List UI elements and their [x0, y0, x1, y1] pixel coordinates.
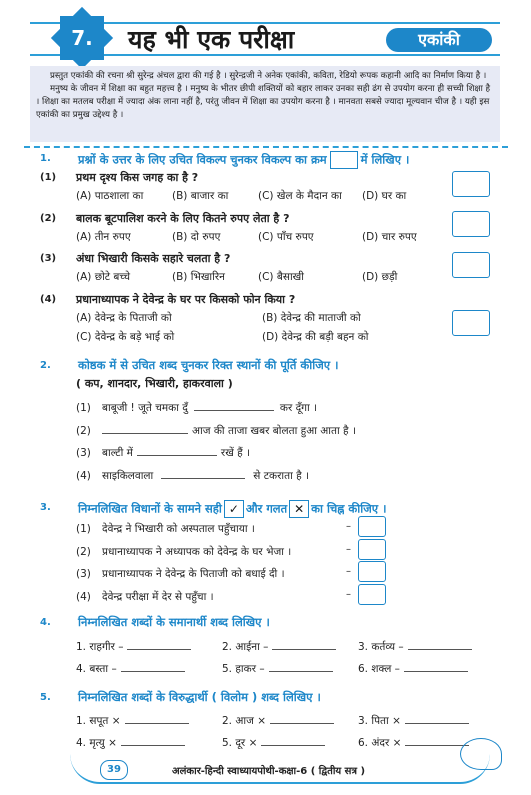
option: (A) पाठशाला का: [76, 190, 144, 202]
option: (D) चार रुपए: [362, 231, 417, 243]
antonym-item: 3. पिता ×: [358, 714, 469, 728]
chapter-header: [0, 0, 531, 62]
blank-line[interactable]: [404, 671, 468, 672]
tick-answer-box[interactable]: [358, 561, 386, 582]
question-number: (3): [40, 253, 57, 264]
section-heading: निम्नलिखित विधानों के सामने सही ✓ और गलत ✕ का चिह्न कीजिए ।: [78, 501, 387, 516]
section-heading: कोष्ठक में से उचित शब्द चुनकर रिक्त स्थानों की पूर्ति कीजिए ।: [78, 358, 339, 372]
dash: –: [346, 521, 351, 532]
question-text: प्रधानाध्यापक ने देवेन्द्र के घर पर किसको फोन किया ?: [76, 293, 296, 306]
option: (C) खेल के मैदान का: [258, 190, 342, 202]
intro-paragraph: प्रस्तुत एकांकी की रचना श्री सुरेन्द्र अंचल द्वारा की गई है । सुरेन्द्रजी ने अनेक एकांकी, कविता, रेडियो रूपक कहानी आदि का निर्माण किया है ।: [50, 71, 487, 81]
option: (A) देवेन्द्र के पिताजी को: [76, 312, 172, 324]
question-text: बालक बूटपालिश करने के लिए कितने रुपए लेता है ?: [76, 212, 290, 225]
tick-answer-box[interactable]: [358, 539, 386, 560]
blank-line[interactable]: [125, 723, 189, 724]
question-text: अंधा भिखारी किसके सहारे चलता है ?: [76, 252, 231, 265]
blank-line[interactable]: [269, 671, 333, 672]
cross-icon: ✕: [289, 500, 309, 518]
option: (A) तीन रुपए: [76, 231, 131, 243]
option: (D) देवेन्द्र की बड़ी बहन को: [262, 331, 369, 343]
blank-line[interactable]: [121, 671, 185, 672]
dash: –: [346, 544, 351, 555]
statement-item: (3) प्रधानाध्यापक ने देवेन्द्र के पिताजी को बधाई दी ।: [76, 568, 285, 580]
question-number: (4): [40, 294, 57, 305]
answer-box[interactable]: [452, 310, 490, 336]
intro-box: [30, 66, 500, 142]
fill-item: (3) बाल्टी में रखें हैं ।: [76, 447, 251, 459]
option: (C) बैसाखी: [258, 271, 304, 283]
page-number: 39: [100, 760, 128, 780]
question-number: (2): [40, 213, 57, 224]
option: (A) छोटे बच्चे: [76, 271, 131, 283]
synonym-item: 6. शक्ल –: [358, 662, 468, 676]
antonym-item: 1. सपूत ×: [76, 714, 189, 728]
page-curl-decoration: [460, 738, 502, 770]
blank-line[interactable]: [270, 723, 334, 724]
section-number: 2.: [40, 360, 51, 371]
antonym-item: 2. आज ×: [222, 714, 334, 728]
fill-item: (4) साइकिलवाला से टकराता है ।: [76, 470, 310, 482]
blank-line[interactable]: [408, 649, 472, 650]
chapter-title: यह भी एक परीक्षा: [128, 25, 295, 54]
dash: –: [346, 566, 351, 577]
word-bank: ( कप, शानदार, भिखारी, हाकरवाला ): [76, 377, 233, 390]
statement-item: (1) देवेन्द्र ने भिखारी को अस्पताल पहुँचाया ।: [76, 523, 255, 535]
option: (B) दो रुपए: [172, 231, 221, 243]
question-text: प्रथम दृश्य किस जगह का है ?: [76, 171, 199, 184]
section-number: 5.: [40, 692, 51, 703]
tick-icon: ✓: [224, 500, 244, 518]
blank-line[interactable]: [405, 723, 469, 724]
synonym-item: 1. राहगीर –: [76, 640, 191, 654]
antonym-item: 4. मृत्यु ×: [76, 736, 185, 750]
tick-answer-box[interactable]: [358, 516, 386, 537]
synonym-item: 2. आईना –: [222, 640, 336, 654]
option: (B) देवेन्द्र की माताजी को: [262, 312, 361, 324]
option: (D) घर का: [362, 190, 407, 202]
blank-line[interactable]: [137, 455, 217, 456]
section-divider: [24, 146, 508, 148]
statement-item: (4) देवेन्द्र परीक्षा में देर से पहुँचा ।: [76, 591, 214, 603]
statement-item: (2) प्रधानाध्यापक ने अध्यापक को देवेन्द्र के घर भेजा ।: [76, 546, 292, 558]
chapter-number: 7.: [71, 26, 93, 50]
synonym-item: 3. कर्तव्य –: [358, 640, 472, 654]
section-number: 1.: [40, 153, 51, 164]
answer-box[interactable]: [452, 211, 490, 237]
question-number: (1): [40, 172, 57, 183]
section-heading: निम्नलिखित शब्दों के विरुद्धार्थी ( विलोम ) शब्द लिखिए ।: [78, 690, 321, 704]
answer-box[interactable]: [452, 171, 490, 197]
fill-item: (2) आज की ताजा खबर बोलता हुआ आता है ।: [76, 425, 356, 437]
dash: –: [346, 589, 351, 600]
section-number: 4.: [40, 617, 51, 628]
blank-line[interactable]: [161, 478, 245, 479]
answer-code-box: [330, 151, 358, 169]
intro-paragraph: मनुष्य के जीवन में शिक्षा का बहुत महत्त्व है । मनुष्य के भीतर छीपी शक्तियों को बहार लाकर उनका सही ढंग से उपयोग करना ही सच्ची शिक्षा है । शिक्षा का मतलब परीक्षा में ज्यादा अंक लाना नहीं है, परंतु जीवन में शिक्षा का उपयोग करना है । मानवता सबसे ज्यादा मूल्यवान चीज है । यही इस एकांकी का प्रमुख उद्देश्य है ।: [36, 84, 491, 120]
option: (C) पाँच रुपए: [258, 231, 314, 243]
synonym-item: 4. बस्ता –: [76, 662, 185, 676]
genre-badge: एकांकी: [386, 28, 492, 52]
fill-item: (1) बाबूजी ! जूते चमका दुँ कर दूँगा ।: [76, 402, 318, 414]
option: (C) देवेन्द्र के बड़े भाई को: [76, 331, 175, 343]
tick-answer-box[interactable]: [358, 584, 386, 605]
section-heading: निम्नलिखित शब्दों के समानार्थी शब्द लिखिए ।: [78, 615, 270, 629]
synonym-item: 5. हाकर –: [222, 662, 333, 676]
blank-line[interactable]: [272, 649, 336, 650]
answer-box[interactable]: [452, 252, 490, 278]
footer-text: अलंकार-हिन्दी स्वाध्यायपोथी-कक्षा-6 ( द्वितीय सत्र ): [172, 766, 366, 777]
section-number: 3.: [40, 502, 51, 513]
antonym-item: 5. दूर ×: [222, 736, 325, 750]
blank-line[interactable]: [102, 433, 188, 434]
blank-line[interactable]: [261, 745, 325, 746]
section-heading: प्रश्नों के उत्तर के लिए उचित विकल्प चुनकर विकल्प का क्रम में लिखिए ।: [78, 151, 409, 169]
blank-line[interactable]: [127, 649, 191, 650]
blank-line[interactable]: [405, 745, 469, 746]
option: (B) बाजार का: [172, 190, 229, 202]
antonym-item: 6. अंदर ×: [358, 736, 469, 750]
option: (B) भिखारिन: [172, 271, 225, 283]
option: (D) छड़ी: [362, 271, 398, 283]
blank-line[interactable]: [121, 745, 185, 746]
blank-line[interactable]: [194, 410, 274, 411]
